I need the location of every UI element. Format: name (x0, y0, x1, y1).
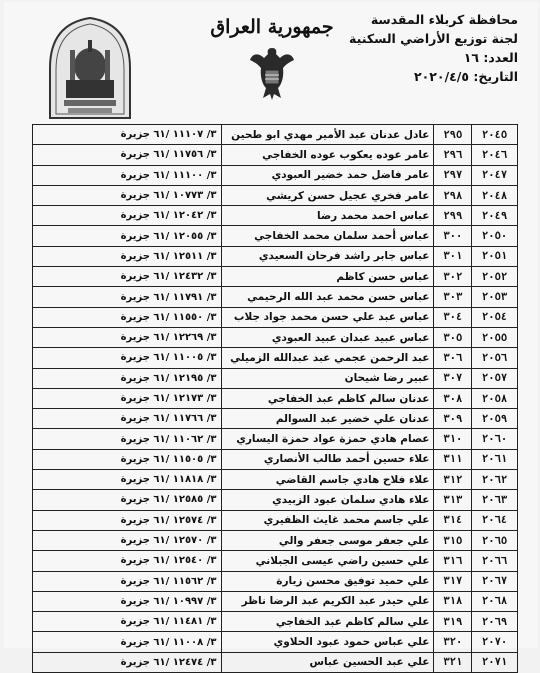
plot-number: ٣/ ١٢١٩٥ /٦١ جزيرة (33, 368, 222, 388)
beneficiary-name: عباس حسن كاظم (221, 267, 434, 287)
table-row (33, 307, 518, 327)
row-serial: ٢٠٦٦ (472, 551, 518, 571)
table-row (33, 226, 518, 246)
plot-number: ٣/ ١٠٧٧٣ /٦١ جزيرة (33, 185, 222, 205)
table-row (33, 632, 518, 652)
plot-number: ٣/ ١١١٠٧ /٦١ جزيرة (33, 125, 222, 145)
row-serial: ٢٠٤٧ (472, 165, 518, 185)
beneficiary-name: عبد الرحمن عجمي عبد عبدالله الزميلي (221, 348, 434, 368)
row-number: ٣٠٢ (434, 267, 472, 287)
beneficiary-name: علي جعفر موسى جعفر والي (221, 530, 434, 550)
row-serial: ٢٠٥٣ (472, 287, 518, 307)
plot-number: ٣/ ١١١٠٠ /٦١ جزيرة (33, 165, 222, 185)
row-serial: ٢٠٦٢ (472, 470, 518, 490)
table-row (33, 612, 518, 632)
committee-title: لجنة توزيع الأراضي السكنية (349, 31, 518, 46)
row-number: ٢٩٥ (434, 125, 472, 145)
table-row (33, 165, 518, 185)
plot-number: ٣/ ١١٠٦٢ /٦١ جزيرة (33, 429, 222, 449)
row-number: ٣٠١ (434, 246, 472, 266)
plot-number: ٣/ ١١٠٠٥ /٦١ جزيرة (33, 348, 222, 368)
table-row (33, 348, 518, 368)
table-row (33, 530, 518, 550)
table-row (33, 490, 518, 510)
row-number: ٣٠٣ (434, 287, 472, 307)
table-row (33, 145, 518, 165)
table-row (33, 327, 518, 347)
beneficiary-name: عدنان علي خضير عبد السوالم (221, 409, 434, 429)
plot-number: ٣/ ١٠٩٩٧ /٦١ جزيرة (33, 591, 222, 611)
row-serial: ٢٠٥٦ (472, 348, 518, 368)
table-row (33, 388, 518, 408)
row-serial: ٢٠٦٩ (472, 612, 518, 632)
row-number: ٣٠٩ (434, 409, 472, 429)
beneficiary-name: عامر فخري عجيل حسن كريشي (221, 185, 434, 205)
row-number: ٢٩٩ (434, 206, 472, 226)
beneficiary-name: علي حيدر عبد الكريم عبد الرضا ناظر (221, 591, 434, 611)
row-serial: ٢٠٥٩ (472, 409, 518, 429)
row-number: ٣١٥ (434, 530, 472, 550)
row-number: ٣١٣ (434, 490, 472, 510)
row-number: ٣١٧ (434, 571, 472, 591)
row-serial: ٢٠٦٧ (472, 571, 518, 591)
row-number: ٣٠٠ (434, 226, 472, 246)
row-number: ٣١٨ (434, 591, 472, 611)
karbala-governorate-logo (44, 14, 136, 124)
row-number: ٣١٠ (434, 429, 472, 449)
table-row (33, 470, 518, 490)
plot-number: ٣/ ١٢٤٧٤ /٦١ جزيرة (33, 652, 222, 672)
row-number: ٢٩٦ (434, 145, 472, 165)
beneficiary-name: علي جاسم محمد غايث الظفيري (221, 510, 434, 530)
row-serial: ٢٠٥٧ (472, 368, 518, 388)
row-number: ٣٠٤ (434, 307, 472, 327)
beneficiary-name: علاء حسين أحمد طالب الأنصاري (221, 449, 434, 469)
plot-number: ٣/ ١١٥٦٢ /٦١ جزيرة (33, 571, 222, 591)
table-row (33, 510, 518, 530)
beneficiary-name: علي عبد الحسين عباس (221, 652, 434, 672)
row-number: ٣١٢ (434, 470, 472, 490)
plot-number: ٣/ ١٢٥٧٤ /٦١ جزيرة (33, 510, 222, 530)
row-number: ٢٩٧ (434, 165, 472, 185)
row-number: ٣٠٧ (434, 368, 472, 388)
plot-number: ٣/ ١١٧٥٦ /٦١ جزيرة (33, 145, 222, 165)
document-page (4, 2, 538, 669)
land-allocation-table (32, 124, 518, 673)
republic-header (202, 16, 342, 104)
beneficiary-name: عباس احمد محمد رضا (221, 206, 434, 226)
row-number: ٣٠٦ (434, 348, 472, 368)
row-number: ٣١٩ (434, 612, 472, 632)
plot-number: ٣/ ١١٧٩١ /٦١ جزيرة (33, 287, 222, 307)
table-row (33, 125, 518, 145)
row-number: ٣٢١ (434, 652, 472, 672)
table-row (33, 449, 518, 469)
table-row (33, 206, 518, 226)
beneficiary-name: عادل عدنان عبد الأمير مهدي ابو طحين (221, 125, 434, 145)
row-number: ٣١١ (434, 449, 472, 469)
document-number: العدد: ١٦ (463, 50, 518, 65)
row-number: ٢٩٨ (434, 185, 472, 205)
table-row (33, 368, 518, 388)
republic-title: جمهورية العراق (210, 16, 334, 38)
row-serial: ٢٠٦٥ (472, 530, 518, 550)
row-serial: ٢٠٥٥ (472, 327, 518, 347)
row-serial: ٢٠٦٣ (472, 490, 518, 510)
row-serial: ٢٠٥٠ (472, 226, 518, 246)
table-row (33, 591, 518, 611)
row-serial: ٢٠٥٢ (472, 267, 518, 287)
plot-number: ٣/ ١٢٢٦٩ /٦١ جزيرة (33, 327, 222, 347)
table-row (33, 571, 518, 591)
row-serial: ٢٠٥١ (472, 246, 518, 266)
table-row (33, 246, 518, 266)
plot-number: ٣/ ١٢٥١١ /٦١ جزيرة (33, 246, 222, 266)
beneficiary-name: عباس عبيد عبدان عبيد العبودي (221, 327, 434, 347)
row-number: ٣١٤ (434, 510, 472, 530)
row-serial: ٢٠٤٥ (472, 125, 518, 145)
table-row (33, 409, 518, 429)
table-row (33, 287, 518, 307)
document-date: التاريخ: ٢٠٢٠/٤/٥ (414, 69, 518, 84)
row-serial: ٢٠٤٦ (472, 145, 518, 165)
beneficiary-name: عامر فاضل حمد خضير العبودي (221, 165, 434, 185)
row-serial: ٢٠٦٠ (472, 429, 518, 449)
row-number: ٣٠٨ (434, 388, 472, 408)
row-serial: ٢٠٧٠ (472, 632, 518, 652)
row-serial: ٢٠٤٨ (472, 185, 518, 205)
beneficiary-name: عبير رضا شيحان (221, 368, 434, 388)
row-number: ٣٠٥ (434, 327, 472, 347)
header-info (349, 10, 518, 86)
table-row (33, 267, 518, 287)
beneficiary-name: علي حميد توفيق محسن زيارة (221, 571, 434, 591)
plot-number: ٣/ ١١٨١٨ /٦١ جزيرة (33, 470, 222, 490)
beneficiary-name: عدنان سالم كاظم عبد الخفاجي (221, 388, 434, 408)
beneficiary-name: علاء هادي سلمان عبود الزبيدي (221, 490, 434, 510)
beneficiary-name: علي عباس حمود عبود الحلاوي (221, 632, 434, 652)
beneficiary-name: عامر عوده يعكوب عوده الخفاجي (221, 145, 434, 165)
row-number: ٣١٦ (434, 551, 472, 571)
row-serial: ٢٠٧١ (472, 652, 518, 672)
plot-number: ٣/ ١٢٤٣٢ /٦١ جزيرة (33, 267, 222, 287)
beneficiary-name: عباس أحمد سلمان محمد الخفاجي (221, 226, 434, 246)
table-row (33, 185, 518, 205)
eagle-emblem-icon (248, 42, 296, 104)
beneficiary-name: علي سالم كاظم عبد الخفاجي (221, 612, 434, 632)
plot-number: ٣/ ١٢١٧٣ /٦١ جزيرة (33, 388, 222, 408)
plot-number: ٣/ ١٢٠٥٥ /٦١ جزيرة (33, 226, 222, 246)
row-number: ٣٢٠ (434, 632, 472, 652)
plot-number: ٣/ ١١٧٦٦ /٦١ جزيرة (33, 409, 222, 429)
beneficiary-name: عصام هادي حمزة عواد حمزة اليساري (221, 429, 434, 449)
plot-number: ٣/ ١١٤٨١ /٦١ جزيرة (33, 612, 222, 632)
beneficiary-name: عباس جابر راشد فرحان السعيدي (221, 246, 434, 266)
plot-number: ٣/ ١٢٥٨٥ /٦١ جزيرة (33, 490, 222, 510)
row-serial: ٢٠٦١ (472, 449, 518, 469)
table-row (33, 429, 518, 449)
row-serial: ٢٠٦٨ (472, 591, 518, 611)
row-serial: ٢٠٤٩ (472, 206, 518, 226)
table-row (33, 652, 518, 672)
plot-number: ٣/ ١٢٠٤٢ /٦١ جزيرة (33, 206, 222, 226)
row-serial: ٢٠٥٨ (472, 388, 518, 408)
beneficiary-name: علاء فلاح هادي جاسم القاضي (221, 470, 434, 490)
plot-number: ٣/ ١١٥٥٠ /٦١ جزيرة (33, 307, 222, 327)
beneficiary-name: عباس حسن محمد عبد الله الرحيمي (221, 287, 434, 307)
beneficiary-name: عباس عبد علي حسن محمد جواد جلاب (221, 307, 434, 327)
plot-number: ٣/ ١٢٥٧٠ /٦١ جزيرة (33, 530, 222, 550)
table-row (33, 551, 518, 571)
plot-number: ٣/ ١١٥٠٥ /٦١ جزيرة (33, 449, 222, 469)
plot-number: ٣/ ١١٠٠٨ /٦١ جزيرة (33, 632, 222, 652)
plot-number: ٣/ ١٢٥٤٠ /٦١ جزيرة (33, 551, 222, 571)
row-serial: ٢٠٥٤ (472, 307, 518, 327)
row-serial: ٢٠٦٤ (472, 510, 518, 530)
beneficiary-name: علي حسين راضي عيسى الجبلاني (221, 551, 434, 571)
governorate-title: محافظة كربلاء المقدسة (370, 12, 518, 27)
